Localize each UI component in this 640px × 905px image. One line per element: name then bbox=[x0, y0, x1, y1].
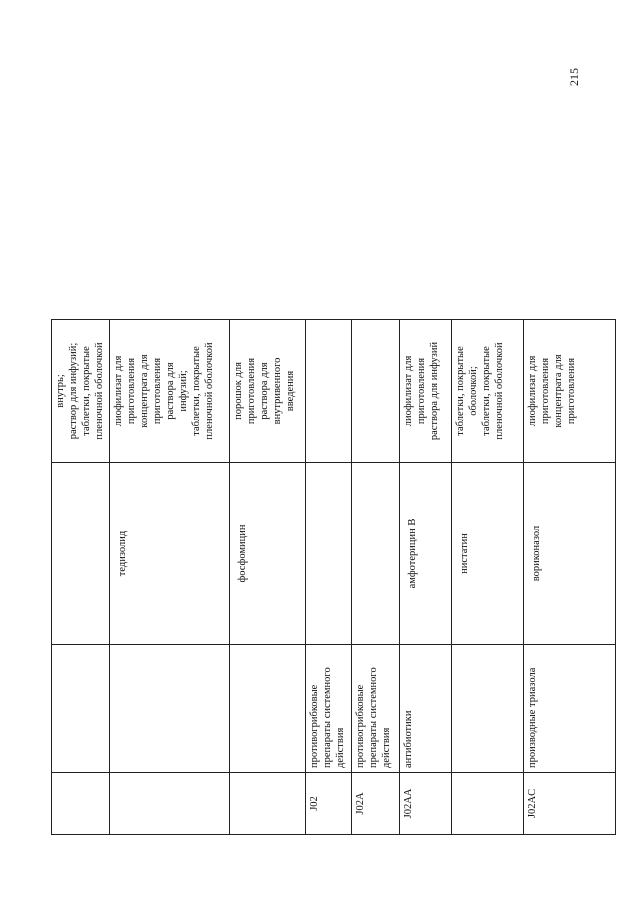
dosage-form-cell: лиофилизат для приготовления раствора для инфузий bbox=[399, 320, 451, 463]
rotated-table-container bbox=[51, 320, 593, 835]
table-row bbox=[305, 320, 351, 835]
table-row bbox=[229, 320, 305, 835]
dosage-form-cell bbox=[351, 320, 399, 463]
group-cell: противогрибковые препараты системного действия bbox=[351, 645, 399, 773]
table-row bbox=[451, 320, 523, 835]
group-cell: производные триазола bbox=[523, 645, 615, 773]
group-cell: антибиотики bbox=[399, 645, 451, 773]
group-cell bbox=[52, 645, 110, 773]
drug-table bbox=[51, 319, 616, 835]
drug-name-cell bbox=[52, 463, 110, 645]
atc-code-cell: J02AC bbox=[523, 773, 615, 835]
page-number: 215 bbox=[566, 68, 581, 86]
atc-code-cell bbox=[109, 773, 229, 835]
table-row bbox=[523, 320, 615, 835]
drug-name-cell bbox=[351, 463, 399, 645]
drug-name-cell: амфотерицин В bbox=[399, 463, 451, 645]
dosage-form-cell: лиофилизат для приготовления концентрата для приготовления раствора для инфузий; таблетки, покрытые пленочной оболочкой bbox=[109, 320, 229, 463]
dosage-form-cell bbox=[305, 320, 351, 463]
drug-name-cell: фосфомицин bbox=[229, 463, 305, 645]
drug-table-wrapper bbox=[51, 320, 593, 835]
atc-code-cell: J02 bbox=[305, 773, 351, 835]
group-cell bbox=[109, 645, 229, 773]
table-row bbox=[109, 320, 229, 835]
table-row bbox=[351, 320, 399, 835]
atc-code-cell: J02A bbox=[351, 773, 399, 835]
group-cell bbox=[229, 645, 305, 773]
dosage-form-cell: порошок для приготовления раствора для внутривенного введения bbox=[229, 320, 305, 463]
drug-name-cell: вориконазол bbox=[523, 463, 615, 645]
group-cell: противогрибковые препараты системного действия bbox=[305, 645, 351, 773]
drug-name-cell: тедизолид bbox=[109, 463, 229, 645]
drug-name-cell: нистатин bbox=[451, 463, 523, 645]
dosage-form-cell: лиофилизат для приготовления концентрата для приготовления bbox=[523, 320, 615, 463]
atc-code-cell bbox=[52, 773, 110, 835]
drug-name-cell bbox=[305, 463, 351, 645]
dosage-form-cell: таблетки, покрытые оболочкой; таблетки, покрытые пленочной оболочкой bbox=[451, 320, 523, 463]
atc-code-cell: J02AA bbox=[399, 773, 451, 835]
group-cell bbox=[451, 645, 523, 773]
atc-code-cell bbox=[451, 773, 523, 835]
table-row bbox=[52, 320, 110, 835]
table-row bbox=[399, 320, 451, 835]
dosage-form-cell: внутрь; раствор для инфузий; таблетки, покрытые пленочной оболочкой bbox=[52, 320, 110, 463]
atc-code-cell bbox=[229, 773, 305, 835]
